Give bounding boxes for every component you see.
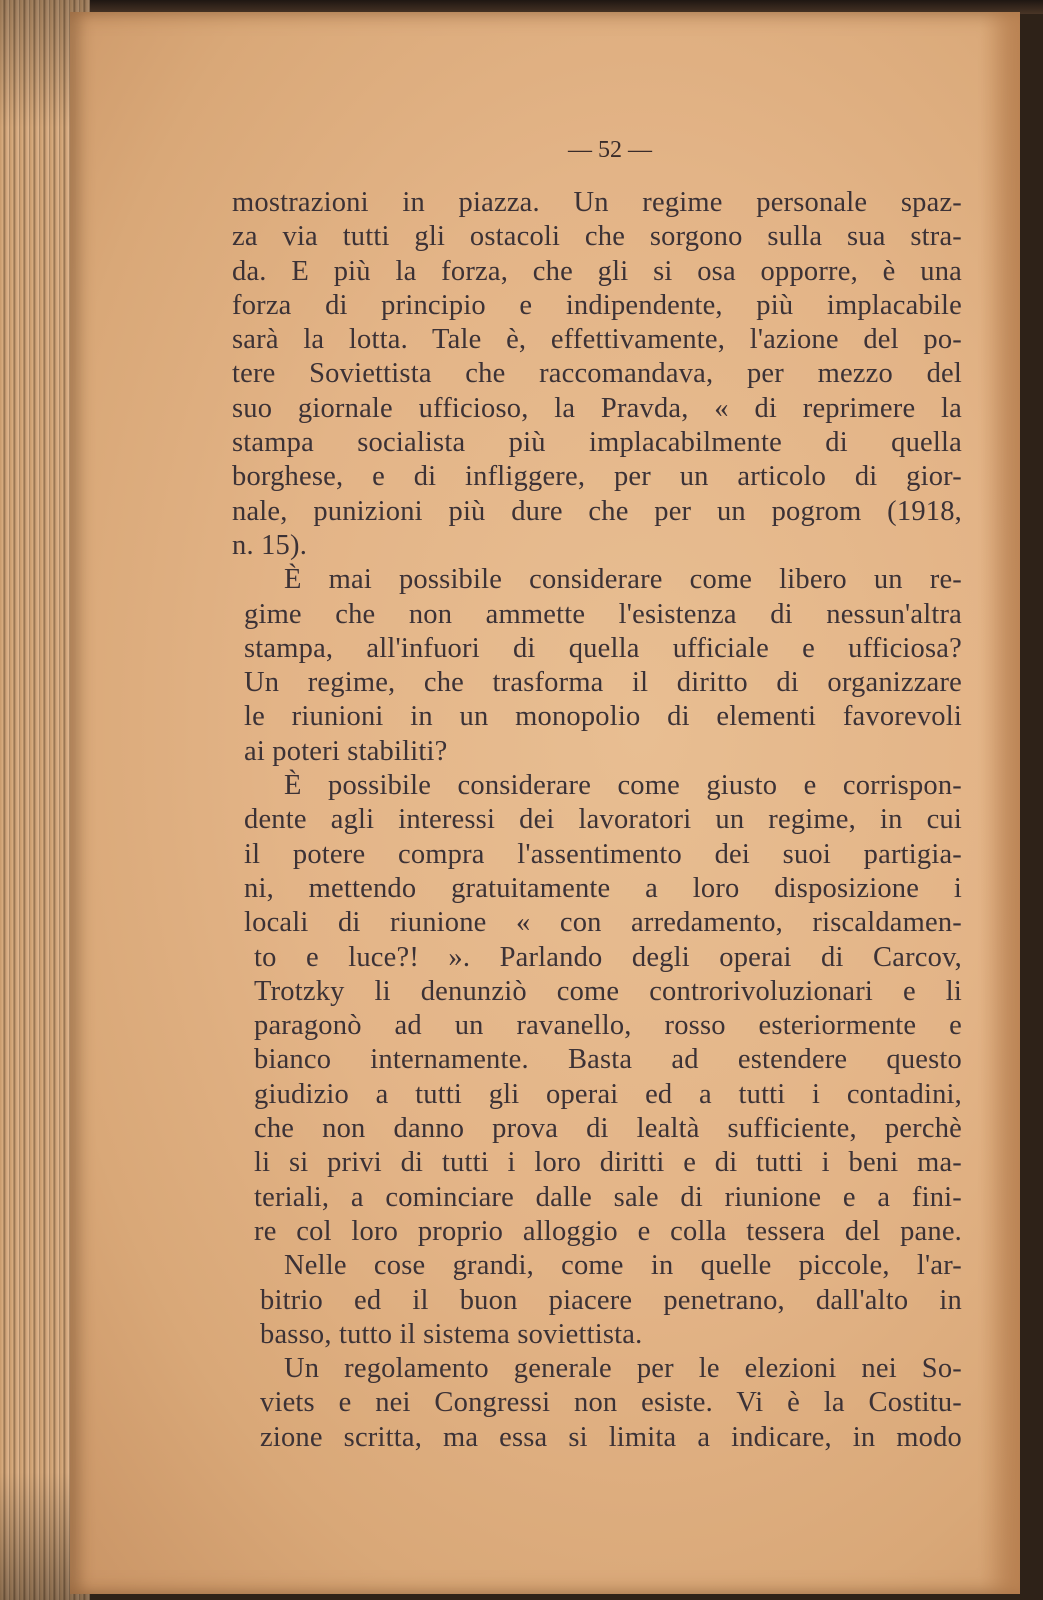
text-line: ai poteri stabiliti? [244, 735, 448, 767]
text-line: tere Soviettista che raccomandava, per mezzo del [232, 358, 962, 390]
text-line: dente agli interessi dei lavoratori un regime, in cui [244, 804, 962, 836]
text-line: giudizio a tutti gli operai ed a tutti i contadini, [254, 1078, 962, 1110]
text-line: mostrazioni in piazza. Un regime personale spaz- [232, 187, 962, 218]
text-line: le riunioni in un monopolio di elementi favorevoli [244, 701, 962, 733]
text-line: sarà la lotta. Tale è, effettivamente, l'azione del po- [232, 324, 962, 356]
text-line: re col loro proprio alloggio e colla tessera del pane. [254, 1215, 962, 1247]
text-line: che non danno prova di lealtà sufficiente, perchè [254, 1113, 962, 1145]
text-line: n. 15). [232, 529, 308, 561]
body-text [232, 186, 962, 1455]
text-line: borghese, e di infliggere, per un articolo di gior- [232, 461, 962, 493]
paragraph-first-line: È possibile considerare come giusto e corrispon- [284, 770, 962, 802]
text-line: da. E più la forza, che gli si osa opporre, è una [232, 255, 962, 287]
paragraph-first-line: Un regolamento generale per le elezioni nei So- [284, 1353, 962, 1385]
text-line: stampa, all'infuori di quella ufficiale e ufficiosa? [244, 632, 962, 664]
text-line: stampa socialista più implacabilmente di quella [232, 427, 962, 459]
text-line: suo giornale ufficioso, la Pravda, « di reprimere la [232, 392, 962, 424]
text-line: Un regime, che trasforma il diritto di organizzare [244, 667, 962, 699]
text-line: zione scritta, ma essa si limita a indicare, in modo [260, 1421, 962, 1453]
text-line: gime che non ammette l'esistenza di nessun'altra [244, 598, 962, 630]
text-line: to e luce?! ». Parlando degli operai di Carcov, [254, 941, 962, 973]
text-line: ni, mettendo gratuitamente a loro disposizione i [244, 872, 962, 904]
text-line: li si privi di tutti i loro diritti e di tutti i beni ma- [254, 1147, 962, 1179]
text-line: basso, tutto il sistema soviettista. [260, 1318, 643, 1350]
text-line: Trotzky li denunziò come controrivoluzionari e li [254, 975, 962, 1007]
text-line: locali di riunione « con arredamento, riscaldamen- [244, 907, 962, 939]
text-line: il potere compra l'assentimento dei suoi partigia- [244, 838, 962, 870]
paragraph-first-line: È mai possibile considerare come libero un re- [284, 564, 962, 596]
text-line: za via tutti gli ostacoli che sorgono sulla sua stra- [232, 221, 962, 253]
text-line: bitrio ed il buon piacere penetrano, dall'alto in [260, 1284, 962, 1316]
paragraph-first-line: Nelle cose grandi, come in quelle piccole, l'ar- [284, 1250, 962, 1282]
text-line: forza di principio e indipendente, più implacabile [232, 289, 962, 321]
text-line: viets e nei Congressi non esiste. Vi è la Costitu- [260, 1387, 962, 1419]
text-line: nale, punizioni più dure che per un pogrom (1918, [232, 495, 962, 527]
text-line: bianco internamente. Basta ad estendere questo [254, 1044, 962, 1076]
page-number: — 52 — [568, 137, 652, 163]
text-line: teriali, a cominciare dalle sale di riunione e a fini- [254, 1181, 962, 1213]
text-line: paragonò ad un ravanello, rosso esteriormente e [254, 1010, 962, 1042]
